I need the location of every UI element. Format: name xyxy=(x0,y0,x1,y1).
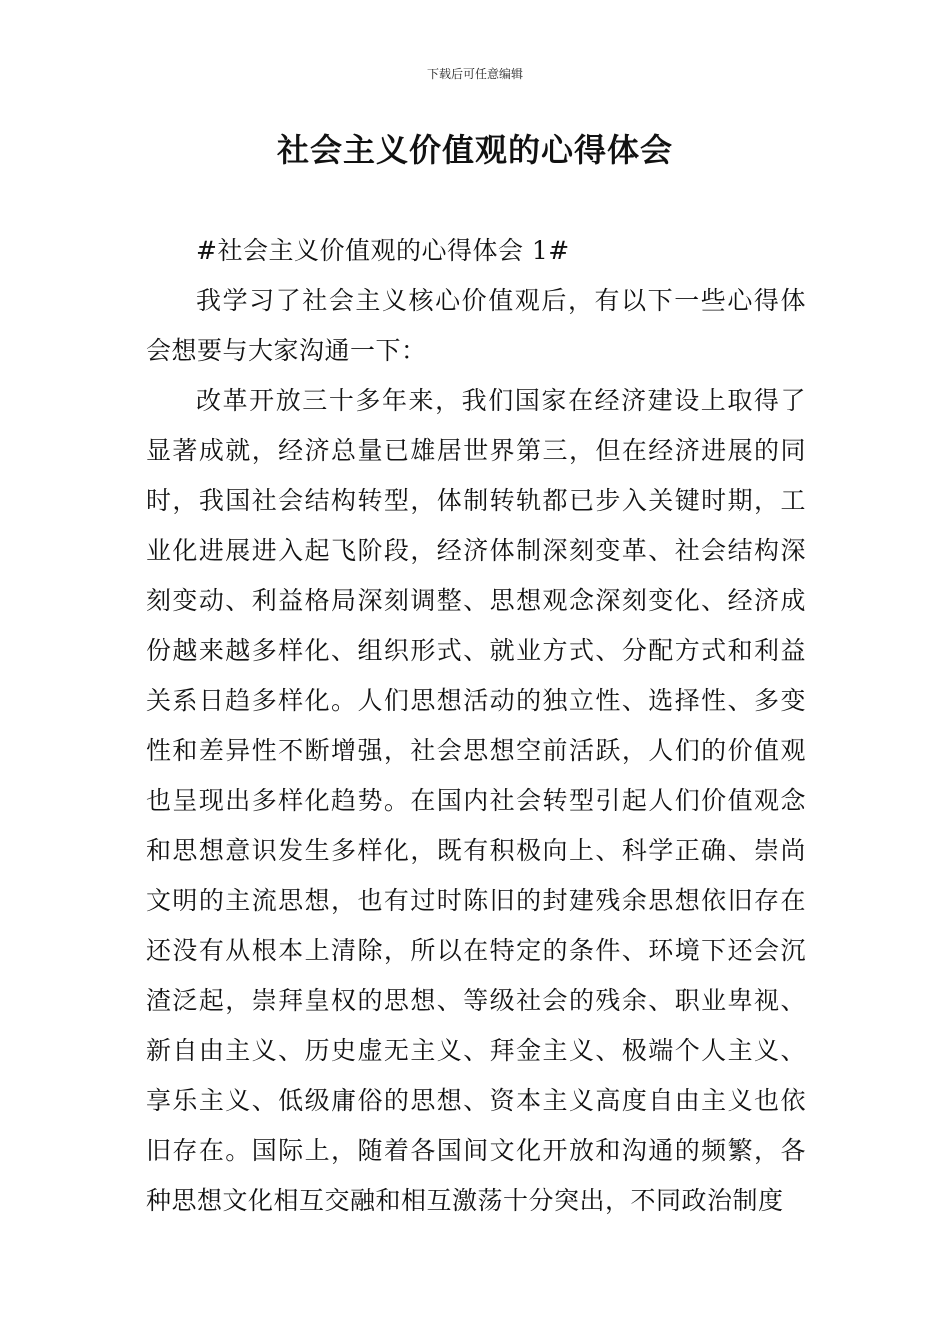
document-title: 社会主义价值观的心得体会 xyxy=(276,131,673,169)
header-note: 下载后可任意编辑 xyxy=(426,67,523,81)
document-body xyxy=(146,226,806,1226)
section-heading: #社会主义价值观的心得体会 1# xyxy=(196,236,570,265)
paragraph-intro: 我学习了社会主义核心价值观后，有以下一些心得体会想要与大家沟通一下： xyxy=(146,286,806,365)
paragraph-main: 改革开放三十多年来，我们国家在经济建设上取得了显著成就，经济总量已雄居世界第三，但在经济进展的同时，我国社会结构转型，体制转轨都已步入关键时期，工业化进展进入起飞阶段，经济体制深刻变革、社会结构深刻变动、利益格局深刻调整、思想观念深刻变化、经济成份越来越多样化、组织形式、就业方式、分配方式和利益关系日趋多样化。人们思想活动的独立性、选择性、多变性和差异性不断增强，社会思想空前活跃，人们的价值观也呈现出多样化趋势。在国内社会转型引起人们价值观念和思想意识发生多样化，既有积极向上、科学正确、崇尚文明的主流思想，也有过时陈旧的封建残余思想依旧存在还没有从根本上清除，所以在特定的条件、环境下还会沉渣泛起，崇拜皇权的思想、等级社会的残余、职业卑视、新自由主义、历史虚无主义、拜金主义、极端个人主义、享乐主义、低级庸俗的思想、资本主义高度自由主义也依旧存在。国际上，随着各国间文化开放和沟通的频繁，各种思想文化相互交融和相互激荡十分突出，不同政治制度 xyxy=(146,386,806,1215)
